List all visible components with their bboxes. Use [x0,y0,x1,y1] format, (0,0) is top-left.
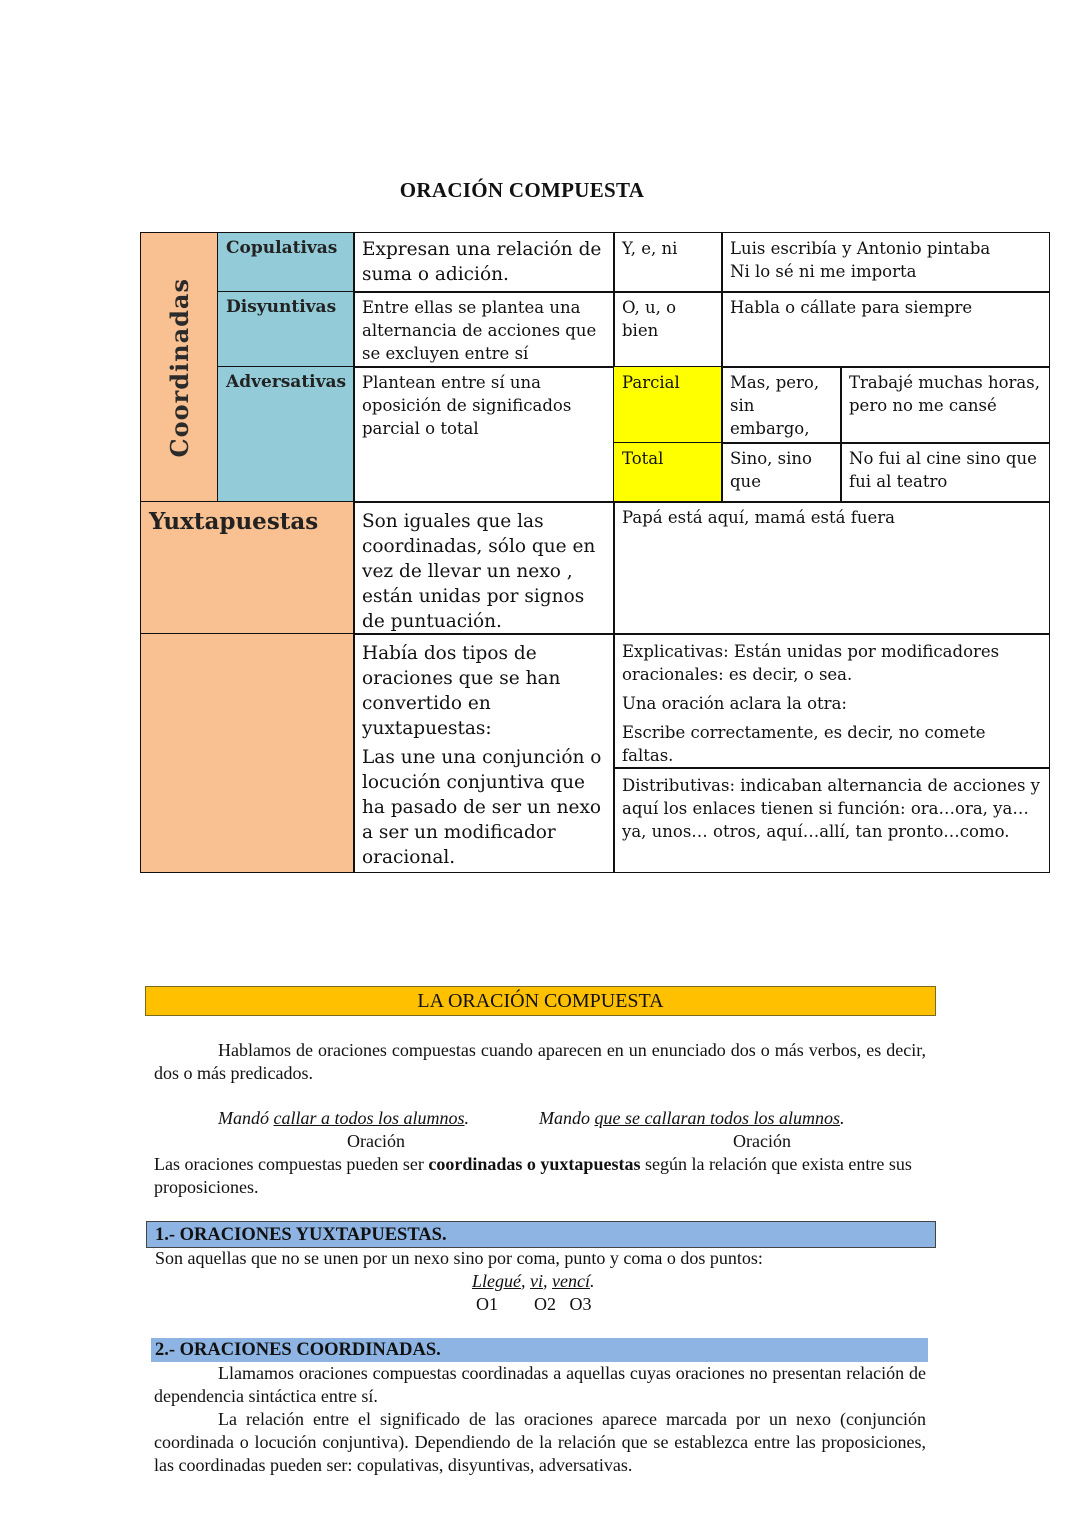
explicativas-text-2: Una oración aclara la otra: [622,694,847,713]
example-1-pre: Mandó [218,1108,274,1128]
example-2-caption: Oración [733,1131,791,1151]
intro-text: Hablamos de oraciones compuestas cuando aparecen en un enunciado dos o más verbos, es decir, dos o más predicados. [154,1040,926,1083]
yuxtapuestas-description: Son iguales que las coordinadas, sólo que en vez de llevar un nexo , están unidas por signos de puntuación. [353,501,615,635]
yuxtapuestas-example: Papá está aquí, mamá está fuera [613,501,1050,635]
adversativas-label: Adversativas [226,372,347,392]
example-end: . [589,1271,595,1291]
types-post: según la relación que exista entre sus proposiciones. [154,1154,912,1197]
parcial-example: Trabajé muchas horas, pero no me cansé [840,366,1050,444]
copulativas-description: Expresan una relación de suma o adición. [353,232,615,293]
distributivas-cell: Distributivas: indicaban alternancia de acciones y aquí los enlaces tienen si función: ora…ora, ya…ya, unos… otros, aquí…allí, tan pronto…como. [613,767,1050,873]
otras-description-2: Las une una conjunción o locución conjuntiva que ha pasado de ser un nexo a ser un modificador oracional. [362,747,602,868]
explicativas-text-1: Explicativas: Están unidas por modificadores oracionales: es decir, o sea. [622,642,1000,684]
example-word-3: vencí [552,1271,590,1291]
yuxtapuestas-example [472,1270,594,1293]
example-2-post: . [840,1108,845,1128]
example-word-1: Llegué [472,1271,521,1291]
parcial-nexos: Mas, pero, sin embargo, [721,366,842,444]
classification-table [140,232,1050,873]
example-1-post: . [464,1108,470,1128]
adversativas-description: Plantean entre sí una oposición de significados parcial o total [353,366,615,503]
example-2-pre: Mando [539,1108,595,1128]
example-1-caption: Oración [347,1131,405,1151]
adversativas-label-cell [217,366,355,503]
example-2 [539,1107,845,1130]
copulativas-nexos: Y, e, ni [613,232,723,293]
disyuntivas-label: Disyuntivas [226,297,337,317]
parcial-label: Parcial [613,366,723,444]
example-sep-1: , [521,1271,530,1291]
total-nexos: Sino, sino que [721,442,842,503]
copulativas-label-cell [217,232,355,293]
total-example: No fui al cine sino que fui al teatro [840,442,1050,503]
types-bold: coordinadas o yuxtapuestas [428,1154,641,1174]
yuxtapuestas-example-labels: O1 O2 O3 [476,1294,592,1314]
explicativas-text-3: Escribe correctamente, es decir, no comete faltas. [622,723,986,765]
coordinadas-heading: 2.- ORACIONES COORDINADAS. [151,1338,928,1362]
copulativas-example-1: Luis escribía y Antonio pintaba [730,239,991,258]
disyuntivas-description: Entre ellas se plantea una alternancia de acciones que se excluyen entre sí [353,291,615,368]
yuxtapuestas-text: Son aquellas que no se unen por un nexo sino por coma, punto y coma o dos puntos: [155,1248,763,1268]
yuxtapuestas-heading: 1.- ORACIONES YUXTAPUESTAS. [146,1221,936,1248]
copulativas-examples [721,232,1050,293]
otras-description-1: Había dos tipos de oraciones que se han convertido en yuxtapuestas: [362,643,561,739]
coordinadas-paragraph-2: La relación entre el significado de las oraciones aparece marcada por un nexo (conjunción coordinada o locución conjuntiva). Dependiendo de la relación que se establezca entre las proposiciones, las coordinadas pueden ser: copulativas, disyuntivas, adversativas. [154,1409,926,1475]
types-pre: Las oraciones compuestas pueden ser [154,1154,429,1174]
yuxtapuestas-label: Yuxtapuestas [149,508,319,535]
page-title: ORACIÓN COMPUESTA [399,178,645,202]
copulativas-example-2: Ni lo sé ni me importa [730,262,917,281]
coordinadas-label: Coordinadas [165,277,194,458]
explicativas-cell [613,633,1050,769]
example-2-underlined: que se callaran todos los alumnos [594,1108,840,1128]
example-sep-2: , [543,1271,552,1291]
example-word-2: vi [530,1271,543,1291]
section-banner: LA ORACIÓN COMPUESTA [145,986,936,1016]
otras-label-cell [140,633,355,873]
example-1-underlined: callar a todos los alumnos [273,1108,465,1128]
disyuntivas-nexos: O, u, o bien [613,291,723,368]
coordinadas-paragraph-1: Llamamos oraciones compuestas coordinadas a aquellas cuyas oraciones no presentan relación de dependencia sintáctica entre sí. [154,1363,926,1406]
total-label: Total [613,442,723,503]
example-1 [218,1107,469,1130]
disyuntivas-example: Habla o cállate para siempre [721,291,1050,368]
types-paragraph [154,1153,926,1199]
otras-description [353,633,615,873]
disyuntivas-label-cell [217,291,355,368]
intro-paragraph [154,1039,926,1085]
copulativas-label: Copulativas [226,238,338,258]
yuxtapuestas-label-cell [140,501,355,635]
coordinadas-cell [140,232,219,503]
